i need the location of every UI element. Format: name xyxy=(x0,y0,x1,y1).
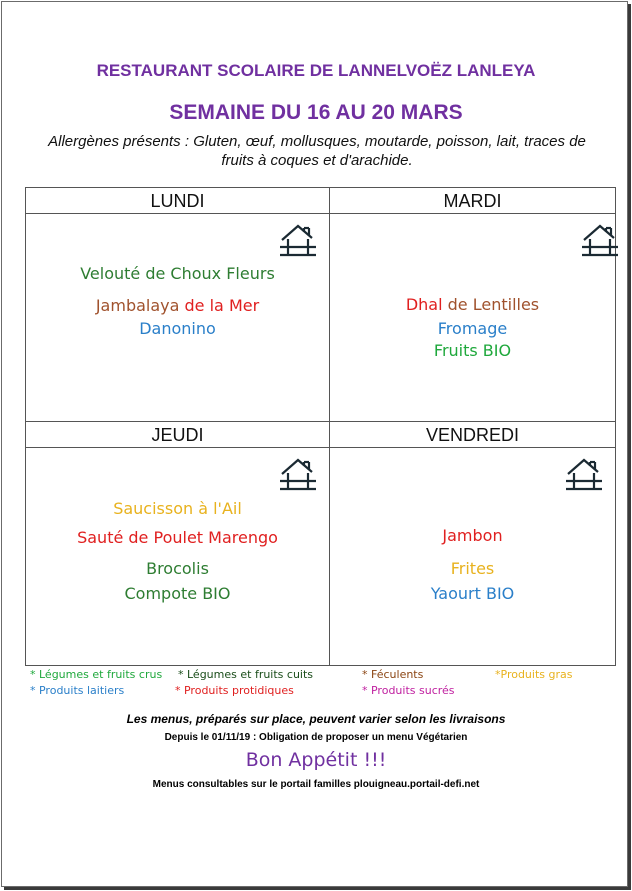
dish-mardi-main xyxy=(330,295,615,314)
grid-header1-bottom xyxy=(25,213,616,214)
bon-appetit: Bon Appétit !!! xyxy=(245,749,387,771)
dish-text: Fruits BIO xyxy=(433,341,512,360)
restaurant-title: RESTAURANT SCOLAIRE DE LANNELVOËZ LANLEYA xyxy=(96,61,536,80)
allergens-text xyxy=(24,132,610,170)
allergens-line-2: fruits à coques et d'arachide. xyxy=(221,152,413,169)
dish-mardi-cheese xyxy=(330,319,615,338)
home-icon xyxy=(582,224,618,258)
day-header-lundi: LUNDI xyxy=(150,191,205,211)
legend-cuits: * Légumes et fruits cuits xyxy=(178,668,314,681)
legend-gras: *Produits gras xyxy=(495,668,573,681)
week-title: SEMAINE DU 16 AU 20 MARS xyxy=(169,101,463,124)
legend-feculents: * Féculents xyxy=(362,668,424,681)
day-header-mardi: MARDI xyxy=(443,191,502,211)
legend-crus: * Légumes et fruits crus xyxy=(30,668,163,681)
grid-bottom xyxy=(25,665,616,666)
dish-text: Velouté de Choux Fleurs xyxy=(80,264,275,283)
dish-vendredi-dessert xyxy=(330,584,615,603)
dish-jeudi-entree xyxy=(26,499,329,518)
dish-text: Saucisson à l'Ail xyxy=(113,499,242,518)
dish-text: Jambon xyxy=(442,526,503,545)
dish-text: Danonino xyxy=(139,319,216,338)
grid-header2-bottom xyxy=(25,447,616,448)
grid-right xyxy=(615,187,616,666)
dish-jeudi-dessert xyxy=(26,584,329,603)
allergens-line-1: Allergènes présents : Gluten, œuf, mollusques, moutarde, poisson, lait, traces de xyxy=(48,133,586,150)
day-header-jeudi: JEUDI xyxy=(151,425,204,445)
dish-jeudi-side xyxy=(26,559,329,578)
legend-protidiques: * Produits protidiques xyxy=(175,684,294,697)
dish-mardi-dessert xyxy=(330,341,615,360)
home-icon xyxy=(566,458,602,492)
dish-vendredi-main xyxy=(330,526,615,545)
dish-jeudi-main xyxy=(26,528,329,547)
legend-laitiers: * Produits laitiers xyxy=(30,684,125,697)
dish-text: Brocolis xyxy=(146,559,209,578)
dish-text-part: de la Mer xyxy=(184,296,260,315)
dish-text: Compote BIO xyxy=(124,584,231,603)
dish-text-part: Dhal xyxy=(405,295,448,314)
home-icon xyxy=(280,224,316,258)
dish-vendredi-side xyxy=(330,559,615,578)
home-icon xyxy=(280,458,316,492)
footer-note-vegetarian: Depuis le 01/11/19 : Obligation de proposer un menu Végétarien xyxy=(164,732,468,743)
dish-text-part: de Lentilles xyxy=(447,295,540,314)
legend-sucres: * Produits sucrés xyxy=(362,684,455,697)
dish-lundi-entree xyxy=(26,264,329,283)
grid-middle xyxy=(25,421,616,422)
day-header-vendredi: VENDREDI xyxy=(425,425,519,445)
dish-lundi-main xyxy=(26,296,329,315)
dish-text: Sauté de Poulet Marengo xyxy=(77,528,278,547)
footer-note-portal: Menus consultables sur le portail familles plouigneau.portail-defi.net xyxy=(152,779,480,790)
dish-text: Frites xyxy=(450,559,495,578)
dish-text: Fromage xyxy=(437,319,508,338)
dish-text: Yaourt BIO xyxy=(430,584,515,603)
dish-text-part: Jambalaya xyxy=(95,296,185,315)
grid-top xyxy=(25,187,616,188)
dish-lundi-dessert xyxy=(26,319,329,338)
footer-note-menus: Les menus, préparés sur place, peuvent varier selon les livraisons xyxy=(126,712,506,726)
